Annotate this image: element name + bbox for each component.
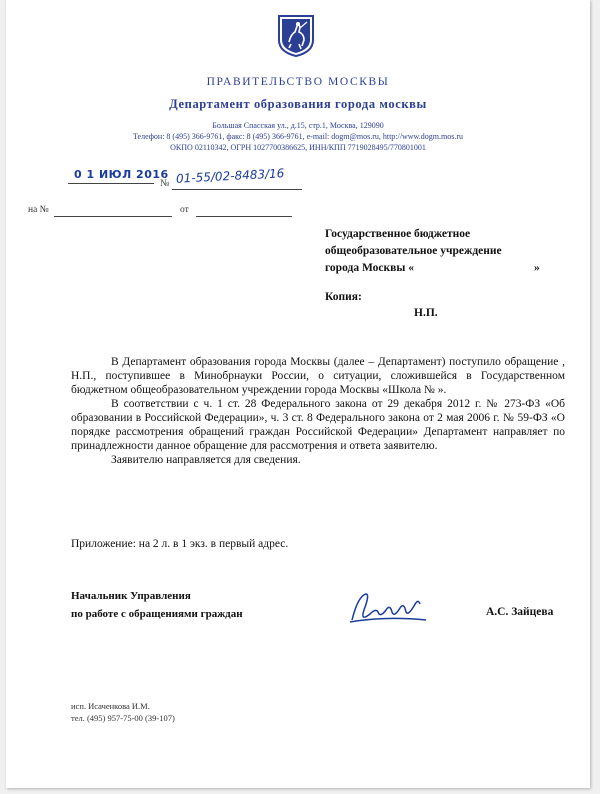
signatory-title-line-1: Начальник Управления — [71, 590, 191, 602]
handwritten-signature — [346, 590, 432, 628]
letter-page — [6, 0, 590, 788]
number-underline — [172, 189, 302, 190]
moscow-coat-of-arms-icon — [277, 14, 315, 58]
addressee-line-3: города Москвы « — [325, 262, 414, 274]
contacts-line: Телефон: 8 (495) 366-9761, факс: 8 (495) 366-9761, e-mail: dogm@mos.ru, http://www.dogm.mos.ru — [132, 132, 464, 141]
reply-to-label: на № — [28, 205, 49, 215]
attachment-line: Приложение: на 2 л. в 1 экз. в первый адрес. — [71, 538, 289, 550]
addressee-line-2: общеобразовательное учреждение — [325, 245, 502, 257]
address-line: Большая Спасская ул., д.15, стр.1, Москва, 129090 — [212, 121, 384, 130]
from-underline — [196, 216, 292, 217]
number-label: № — [160, 178, 170, 189]
addressee-line-3-close: » — [534, 262, 540, 274]
reply-to-underline — [54, 216, 172, 217]
body-paragraph-3: Заявителю направляется для сведения. — [111, 454, 301, 466]
executor-name: исп. Исаченкова И.М. — [71, 701, 150, 711]
from-label: от — [180, 205, 189, 215]
copy-label: Копия: — [325, 291, 362, 303]
body-paragraph-2: В соответствии с ч. 1 ст. 28 Федерального закона от 29 декабря 2012 г. № 273-ФЗ «Об образовании в Российской Федерации», ч. 3 ст. 8 Федерального закона от 2 мая 2006 г. № 59-ФЗ «О порядке рассмотрения обращений граждан Российской Федерации» Департамент направляет по принадлежности данное обращение для рассмотрения и ответа заявителю. — [71, 398, 565, 452]
date-underline — [68, 183, 154, 184]
letter-body — [71, 355, 565, 467]
handwritten-number: 01-55/02-8483/16 — [175, 166, 285, 186]
signer-name: А.С. Зайцева — [486, 606, 554, 618]
copy-name: Н.П. — [414, 307, 438, 319]
signatory-title — [71, 587, 243, 623]
signatory-title-line-2: по работе с обращениями граждан — [71, 608, 243, 620]
addressee-line-1: Государственное бюджетное — [325, 228, 471, 240]
body-paragraph-1: В Департамент образования города Москвы (далее – Департамент) поступило обращение , Н.П., поступившее в Минобрнауки России, о ситуации, сложившейся в Государственном бюджетном общеобразовательном учреждении города Москвы «Школа № ». — [71, 356, 565, 396]
executor-phone: тел. (495) 957-75-00 (39-107) — [71, 713, 175, 723]
registry-line: ОКПО 02110342, ОГРН 1027700386625, ИНН/КПП 7719028495/770801001 — [170, 143, 426, 152]
date-stamp: 0 1 ИЮЛ 2016 — [74, 168, 169, 181]
department-title: Департамент образования города москвы — [169, 97, 427, 111]
government-title: ПРАВИТЕЛЬСТВО МОСКВЫ — [206, 76, 390, 88]
